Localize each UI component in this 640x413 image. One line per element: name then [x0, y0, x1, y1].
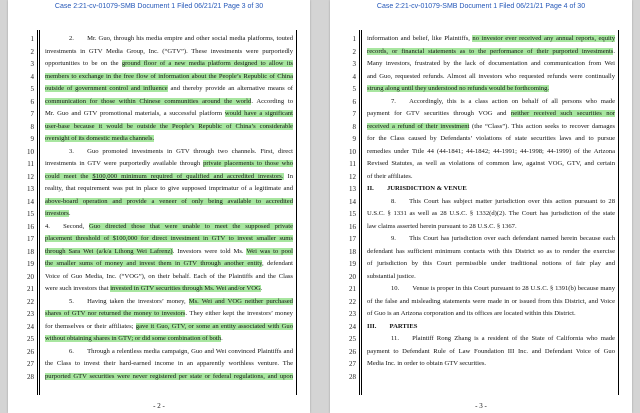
text-line [367, 296, 615, 309]
line-number: 18 [349, 247, 356, 256]
line-number: 11 [349, 160, 356, 168]
highlighted-text: Wei was to pool [246, 247, 293, 255]
line-number: 9 [352, 135, 356, 143]
text-segment: for the Class caused by Defendants’ violations of state securities laws and to pursue [367, 135, 615, 142]
text-line [45, 296, 293, 309]
highlighted-text: communication for those within Chinese communities around the world [45, 97, 252, 105]
text-segment: for themselves or their affiliates; [45, 322, 136, 330]
line-number: 12 [27, 172, 34, 181]
highlighted-text: purported GTV securities were never registered per state or federal regulations, and upon [45, 372, 293, 380]
line-number: 5 [30, 85, 34, 93]
line-number: 19 [27, 260, 34, 268]
text-line [45, 171, 293, 184]
text-line [367, 333, 615, 346]
text-segment: . They either kept the investors’ money [185, 310, 293, 317]
highlighted-text: Guo directed those that were unable to meet the supposed private [89, 222, 293, 230]
line-number: 13 [27, 185, 34, 193]
line-number: 6 [352, 97, 356, 106]
text-line [45, 96, 293, 109]
line-number: 4 [352, 72, 356, 81]
line-number: 11 [27, 160, 34, 168]
text-segment: . Investors were told Ms. [172, 247, 247, 255]
text-line [367, 71, 615, 84]
left-margin-rule [37, 30, 38, 395]
text-line [367, 121, 615, 134]
text-line [367, 196, 615, 209]
text-line [45, 133, 293, 146]
text-segment: of the false and misleading statements were made in or issued from this District, and Voice [367, 297, 615, 305]
line-number: 7 [30, 110, 34, 118]
text-line [45, 58, 293, 71]
text-segment: 3. Guo promoted investments in GTV through two channels. First, direct [69, 147, 293, 155]
highlighted-text: placement threshold of $100,000 for direct investment in GTV to invest smaller sums [45, 235, 293, 242]
highlighted-text: records, or financial statements as to the performance of their purported investments [367, 47, 614, 55]
highlighted-text: user-base because it would be outside the People’s Republic of China’s considerable [45, 122, 293, 130]
text-segment: 11. Plaintiff Rong Zhang is a resident of the State of California who made [391, 335, 615, 342]
highlighted-text: the smaller sums of money and invest them in GTV through another entity [45, 260, 262, 267]
highlighted-text: investors [45, 210, 69, 217]
text-line [367, 346, 615, 359]
text-line [367, 46, 615, 59]
line-number: 4 [30, 72, 34, 81]
line-number: 8 [30, 122, 34, 131]
text-line [45, 46, 293, 59]
text-line [45, 308, 293, 321]
page-header: Case 2:21-cv-01079-SMB Document 1 Filed 06/21/21 Page 3 of 30 [54, 3, 264, 10]
text-segment: of jurisdiction by this Court permissible under traditional notions of fair play and [367, 260, 615, 267]
line-number: 22 [27, 297, 34, 306]
highlighted-text: would have a significant [224, 110, 293, 117]
line-number: 14 [349, 197, 356, 206]
line-number: 24 [27, 322, 34, 331]
line-number: 22 [349, 297, 356, 306]
line-number: 23 [349, 310, 356, 318]
highlighted-text: members to exchange in the free flow of information about the People’s Republic of China [45, 72, 293, 80]
text-line [367, 208, 615, 221]
line-number: 28 [27, 372, 34, 381]
line-number: 23 [27, 310, 34, 318]
page-header: Case 2:21-cv-01079-SMB Document 1 Filed 06/21/21 Page 4 of 30 [376, 3, 586, 10]
text-line [367, 133, 615, 146]
text-line [367, 58, 615, 71]
line-number: 19 [349, 260, 356, 268]
text-segment: . [260, 285, 263, 292]
text-segment: the Class to invest their hard-earned income in an apparently worthless venture. The [45, 360, 293, 367]
text-segment: reality, that requirement was put in place to give supposed imprimatur of a legitimate and [45, 185, 293, 192]
text-line [45, 183, 293, 196]
text-segment: opportunities to be on the [45, 60, 122, 67]
text-segment: investments in GTV were purportedly available through [45, 160, 204, 167]
line-number: 25 [27, 335, 34, 343]
line-number: 8 [352, 122, 356, 131]
highlighted-text: gave it Guo, GTV, or some an entity associated with Guo [135, 322, 293, 330]
right-margin-rule [618, 30, 619, 395]
right-margin-rule [296, 30, 297, 395]
line-number: 15 [349, 210, 356, 218]
page-footer: - 2 - [153, 402, 165, 410]
line-number: 17 [349, 235, 356, 243]
text-segment: . [68, 210, 71, 217]
text-segment: Many investors, frustrated by the lack of documentation and communication from Wei [367, 60, 615, 67]
highlighted-text: shares of GTV nor returned the money to investors [45, 310, 186, 317]
text-line [367, 96, 615, 109]
highlighted-text: $100,000 minimum required of qualified and accredited investors [92, 172, 282, 180]
line-number: 2 [30, 47, 34, 56]
text-line [45, 146, 293, 159]
text-segment: law claims asserted herein pursuant to 28 U.S.C. § 1367. [367, 222, 517, 230]
text-segment: and thereby provide an alternative means of [167, 85, 293, 92]
text-line [367, 158, 615, 171]
text-line [45, 346, 293, 359]
text-segment: III. PARTIES [367, 322, 418, 330]
text-line [367, 146, 615, 159]
text-line [45, 121, 293, 134]
text-line [45, 358, 293, 371]
text-segment: payment for GTV securities through VOG and [367, 110, 511, 117]
text-segment: remedies under Title 44 (44-1841; 44-1842; 44-1991; 44-1998; 44-1999) of the Arizona [367, 147, 615, 155]
highlighted-text: . [281, 172, 284, 180]
text-line [367, 83, 615, 96]
left-margin-rule-inner [361, 30, 362, 395]
highlighted-text: through Sara Wei (a/k/a Lihong Wei Lafrenz) [45, 247, 173, 255]
line-number: 26 [27, 347, 34, 356]
text-line [45, 271, 293, 284]
text-segment: 5. Having taken the investors’ money, [69, 297, 189, 305]
text-segment: 8. This Court has subject matter jurisdiction over this action pursuant to 28 [391, 197, 615, 205]
text-line [367, 358, 615, 371]
line-number: 16 [349, 222, 356, 231]
text-line [45, 158, 293, 171]
text-segment: (the “Class”). This action seeks to recover damages [469, 122, 615, 130]
text-segment: 4. Second, [45, 222, 90, 230]
left-margin-rule [359, 30, 360, 395]
text-line [45, 108, 293, 121]
text-line [367, 233, 615, 246]
left-margin-rule-inner [39, 30, 40, 395]
line-number: 7 [352, 110, 356, 118]
text-line [45, 208, 293, 221]
line-number: 28 [349, 372, 356, 381]
text-line [45, 233, 293, 246]
highlighted-text: strung along until they understood no refunds would be forthcoming. [367, 85, 550, 92]
text-segment: , defendant [261, 260, 293, 267]
text-segment: Revised Statutes, as well as violations of common law, against VOG, GTV, and certain [367, 160, 615, 167]
text-segment: substantial justice. [367, 272, 416, 280]
text-segment: II. JURISDICTION & VENUE [367, 185, 467, 192]
text-segment: . [613, 47, 615, 55]
highlighted-text: could meet the [45, 172, 93, 180]
text-line [45, 246, 293, 259]
line-number: 10 [27, 147, 34, 156]
text-line [367, 308, 615, 321]
text-line [367, 321, 615, 334]
text-line [367, 258, 615, 271]
line-number: 20 [27, 272, 34, 281]
line-number: 5 [352, 85, 356, 93]
highlighted-text: no investor ever received any annual reports, equity [472, 35, 615, 42]
line-number: 25 [349, 335, 356, 343]
text-line [367, 371, 615, 384]
text-segment: . [221, 335, 223, 342]
line-number: 9 [30, 135, 34, 143]
line-number: 3 [352, 60, 356, 68]
line-number: 26 [349, 347, 356, 356]
text-segment: 7. Accordingly, this is a class action on behalf of all persons who made [391, 97, 615, 105]
text-line [367, 33, 615, 46]
text-segment: In [283, 172, 293, 180]
line-number: 21 [27, 285, 34, 293]
line-number: 14 [27, 197, 34, 206]
text-segment: information and belief, like Plaintiffs, [367, 35, 473, 42]
line-numbers [12, 33, 34, 383]
text-line [367, 171, 615, 184]
text-segment: 9. This Court has jurisdiction over each defendant named herein because each [391, 235, 615, 242]
text-segment: 10. Venue is proper in this Court pursuant to 28 U.S.C. § 1391(b) because many [391, 285, 615, 292]
text-line [45, 333, 293, 346]
line-number: 12 [349, 172, 356, 181]
highlighted-text: received a refund of their investment [367, 122, 470, 130]
highlighted-text: private placements to those who [203, 160, 293, 167]
highlighted-text: neither received such securities nor [510, 110, 615, 117]
text-segment: of their affiliates. [367, 172, 413, 180]
line-number: 1 [30, 35, 34, 43]
highlighted-text: Ms. Wei and VOG neither purchased [188, 297, 293, 305]
line-number: 24 [349, 322, 356, 331]
text-line [367, 283, 615, 296]
highlighted-text: above-board operation and provide a veneer of only being available to accredited [45, 197, 293, 205]
page-body [45, 33, 293, 383]
text-segment: 6. Through a relentless media campaign, Guo and Wei convinced Plaintiffs and [69, 347, 293, 355]
line-number: 3 [30, 60, 34, 68]
text-segment: Media Inc. in order to obtain GTV securities. [367, 360, 487, 367]
text-segment: and Guo, requested refunds. Almost all investors who requested refunds were continually [367, 72, 615, 80]
text-line [367, 271, 615, 284]
text-segment: of Guo is an Arizona corporation and its offices are located within this District. [367, 310, 576, 317]
line-number: 15 [27, 210, 34, 218]
line-number: 27 [27, 360, 34, 368]
highlighted-text: oversight of its domestic media channels. [45, 135, 155, 142]
text-segment: payment to Defendant Rule of Law Foundation III Inc. and Defendant Voice of Guo [367, 347, 615, 355]
line-number: 6 [30, 97, 34, 106]
text-segment: Mr. Guo and GTV promotional materials, a successful platform [45, 110, 225, 117]
document-page-left [8, 0, 310, 413]
line-numbers [334, 33, 356, 383]
text-line [45, 371, 293, 384]
text-line [45, 321, 293, 334]
text-line [45, 83, 293, 96]
text-segment: U.S.C. § 1331 as well as 28 U.S.C. § 1332(d)(2). The Court has jurisdiction of the state [367, 210, 615, 217]
highlighted-text: outside of government control and influence [45, 85, 168, 92]
line-number: 2 [352, 47, 356, 56]
text-line [45, 221, 293, 234]
text-line [45, 196, 293, 209]
line-number: 13 [349, 185, 356, 193]
text-line [45, 258, 293, 271]
line-number: 17 [27, 235, 34, 243]
text-line [367, 246, 615, 259]
line-number: 10 [349, 147, 356, 156]
page-body [367, 33, 615, 383]
text-segment: were such investors that [45, 285, 111, 292]
document-page-right [330, 0, 632, 413]
line-number: 18 [27, 247, 34, 256]
text-segment: investments in GTV Media Group, Inc. (“GTV”). These investments were purportedly [45, 47, 293, 55]
line-number: 16 [27, 222, 34, 231]
text-line [45, 283, 293, 296]
text-segment: defendant has sufficient minimum contacts with this District so as to render the exercise [367, 247, 615, 255]
text-line [45, 33, 293, 46]
line-number: 20 [349, 272, 356, 281]
highlighted-text: ground floor of a new media platform designed to allow its [121, 60, 293, 67]
text-line [45, 71, 293, 84]
page-footer: - 3 - [475, 402, 487, 410]
text-line [367, 108, 615, 121]
line-number: 1 [352, 35, 356, 43]
text-segment: . According to [251, 97, 293, 105]
text-segment: Voice of Guo Media, Inc. (“VOG”), on their behalf. Each of the Plaintiffs and the Class [45, 272, 293, 280]
text-line [367, 221, 615, 234]
text-line [367, 183, 615, 196]
line-number: 27 [349, 360, 356, 368]
text-segment: 2. Mr. Guo, through his media empire and other social media platforms, touted [69, 35, 293, 42]
highlighted-text: invested in GTV securities through Ms. Wei and/or VOG [110, 285, 261, 292]
highlighted-text: without obtaining shares in GTV; or did some combination of both [45, 335, 222, 342]
line-number: 21 [349, 285, 356, 293]
